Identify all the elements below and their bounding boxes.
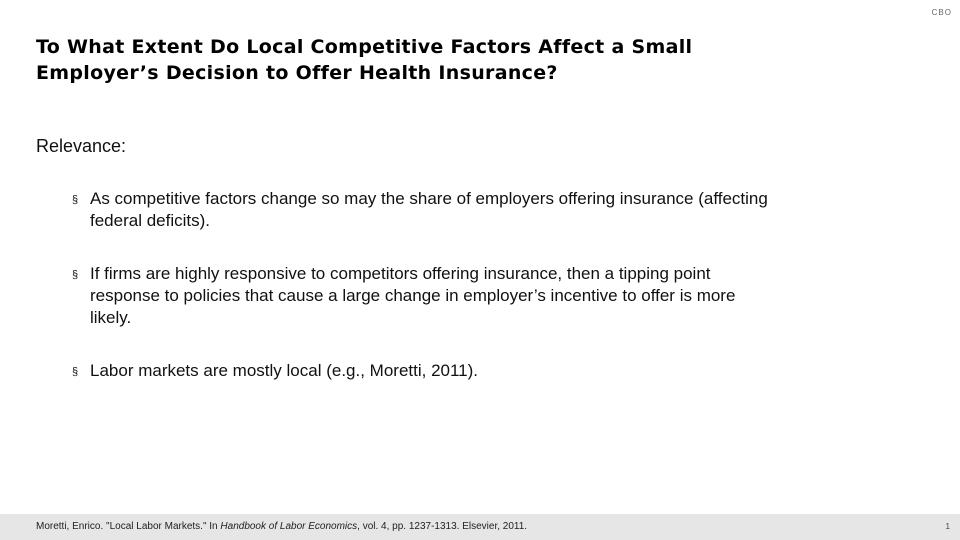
footer-reference-suffix: , vol. 4, pp. 1237-1313. Elsevier, 2011. [357, 521, 528, 532]
footer-reference-book-title: Handbook of Labor Economics [220, 521, 358, 532]
bullet-item [72, 188, 772, 232]
footer-reference [36, 521, 527, 533]
slide-title [36, 34, 856, 86]
bullet-text: As competitive factors change so may the share of employers offering insurance (affecting federal deficits). [90, 189, 768, 230]
slide-title-line-1: To What Extent Do Local Competitive Factors Affect a Small [36, 36, 693, 58]
page-number: 1 [945, 522, 950, 531]
bullet-text: If firms are highly responsive to competitors offering insurance, then a tipping point response to policies that cause a large change in employer’s incentive to offer is more likely. [90, 264, 736, 327]
slide-title-line-2: Employer’s Decision to Offer Health Insurance? [36, 62, 558, 84]
relevance-label: Relevance: [36, 136, 127, 156]
bullet-text: Labor markets are mostly local (e.g., Moretti, 2011). [90, 361, 479, 380]
bullet-marker-icon: § [72, 194, 79, 206]
header-tag: CBO [931, 8, 952, 17]
bullet-item [72, 263, 772, 329]
bullet-item [72, 360, 772, 382]
footer-reference-prefix: Moretti, Enrico. "Local Labor Markets." In [36, 521, 221, 532]
footer-bar [0, 514, 960, 540]
bullet-marker-icon: § [72, 269, 79, 281]
bullet-marker-icon: § [72, 366, 79, 378]
